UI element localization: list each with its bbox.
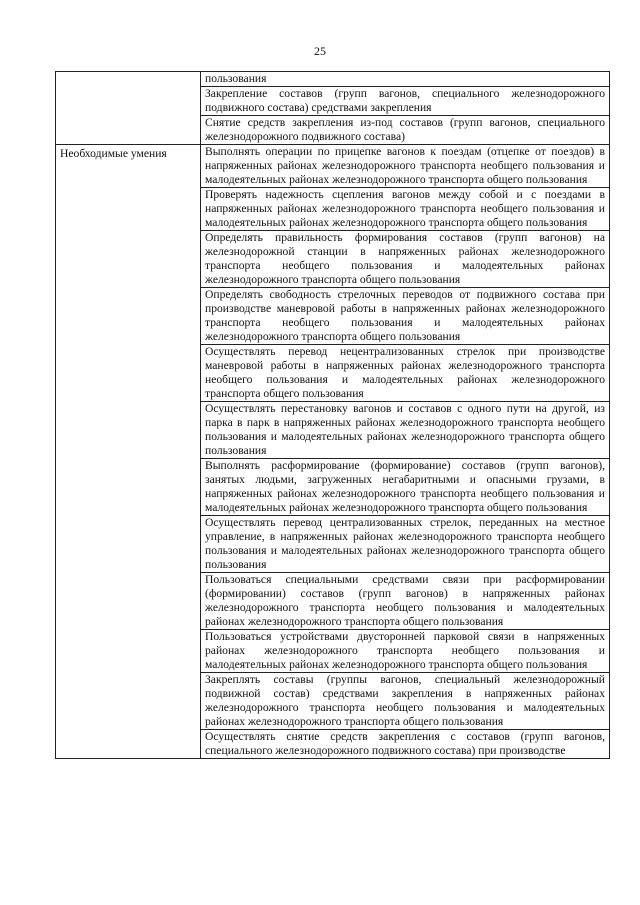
- table-cell: Осуществлять перевод централизованных стрелок, переданных на местное управление, в напряженных районах железнодорожного транспорта необщего пользования и малодеятельных районах железнодорожного транспорта общего пользования: [201, 516, 610, 573]
- table-cell: Осуществлять перестановку вагонов и составов с одного пути на другой, из парка в парк в напряженных районах железнодорожного транспорта необщего пользования и малодеятельных районах железнодорожного транспорта общего пользования: [201, 402, 610, 459]
- table-cell: Пользоваться устройствами двусторонней парковой связи в напряженных районах железнодорожного транспорта необщего пользования и малодеятельных районах железнодорожного транспорта общего пользования: [201, 630, 610, 673]
- table-row: [56, 145, 610, 188]
- table-cell: Осуществлять снятие средств закрепления с составов (групп вагонов, специального железнодорожного подвижного состава) при производстве: [201, 730, 610, 759]
- row-label-cell: Необходимые умения: [56, 145, 201, 759]
- table-cell: Определять правильность формирования составов (групп вагонов) на железнодорожной станции в напряженных районах железнодорожного транспорта необщего пользования и малодеятельных районах железнодорожного транспорта общего пользования: [201, 231, 610, 288]
- table-cell: Выполнять расформирование (формирование) составов (групп вагонов), занятых людьми, загруженных негабаритными и опасными грузами, в напряженных районах железнодорожного транспорта необщего пользования и малодеятельных районах железнодорожного транспорта общего пользования: [201, 459, 610, 516]
- table-cell: Закреплять составы (группы вагонов, специальный железнодорожный подвижной состав) средствами закрепления в напряженных районах железнодорожного транспорта необщего пользования и малодеятельных районах железнодорожного транспорта общего пользования: [201, 673, 610, 730]
- table-cell: Выполнять операции по прицепке вагонов к поездам (отцепке от поездов) в напряженных районах железнодорожного транспорта необщего пользования и малодеятельных районах железнодорожного транспорта общего пользования: [201, 145, 610, 188]
- table-cell: Снятие средств закрепления из-под составов (групп вагонов, специального железнодорожного подвижного состава): [201, 116, 610, 145]
- table-cell: Пользоваться специальными средствами связи при расформировании (формировании) составов (групп вагонов) в напряженных районах железнодорожного транспорта необщего пользования и малодеятельных районах железнодорожного транспорта общего пользования: [201, 573, 610, 630]
- table-row: [56, 72, 610, 87]
- row-label-cell: [56, 72, 201, 145]
- table-cell: Закрепление составов (групп вагонов, специального железнодорожного подвижного состава) средствами закрепления: [201, 87, 610, 116]
- table-cell: Определять свободность стрелочных переводов от подвижного состава при производстве маневровой работы в напряженных районах железнодорожного транспорта необщего пользования и малодеятельных районах железнодорожного транспорта общего пользования: [201, 288, 610, 345]
- page-number: 25: [314, 44, 326, 58]
- table-cell: Проверять надежность сцепления вагонов между собой и с поездами в напряженных районах железнодорожного транспорта необщего пользования и малодеятельных районах железнодорожного транспорта общего пользования: [201, 188, 610, 231]
- table-cell: Осуществлять перевод нецентрализованных стрелок при производстве маневровой работы в напряженных районах железнодорожного транспорта необщего пользования и малодеятельных районах железнодорожного транспорта общего пользования: [201, 345, 610, 402]
- skills-table: [55, 71, 610, 759]
- table-cell: пользования: [201, 72, 610, 87]
